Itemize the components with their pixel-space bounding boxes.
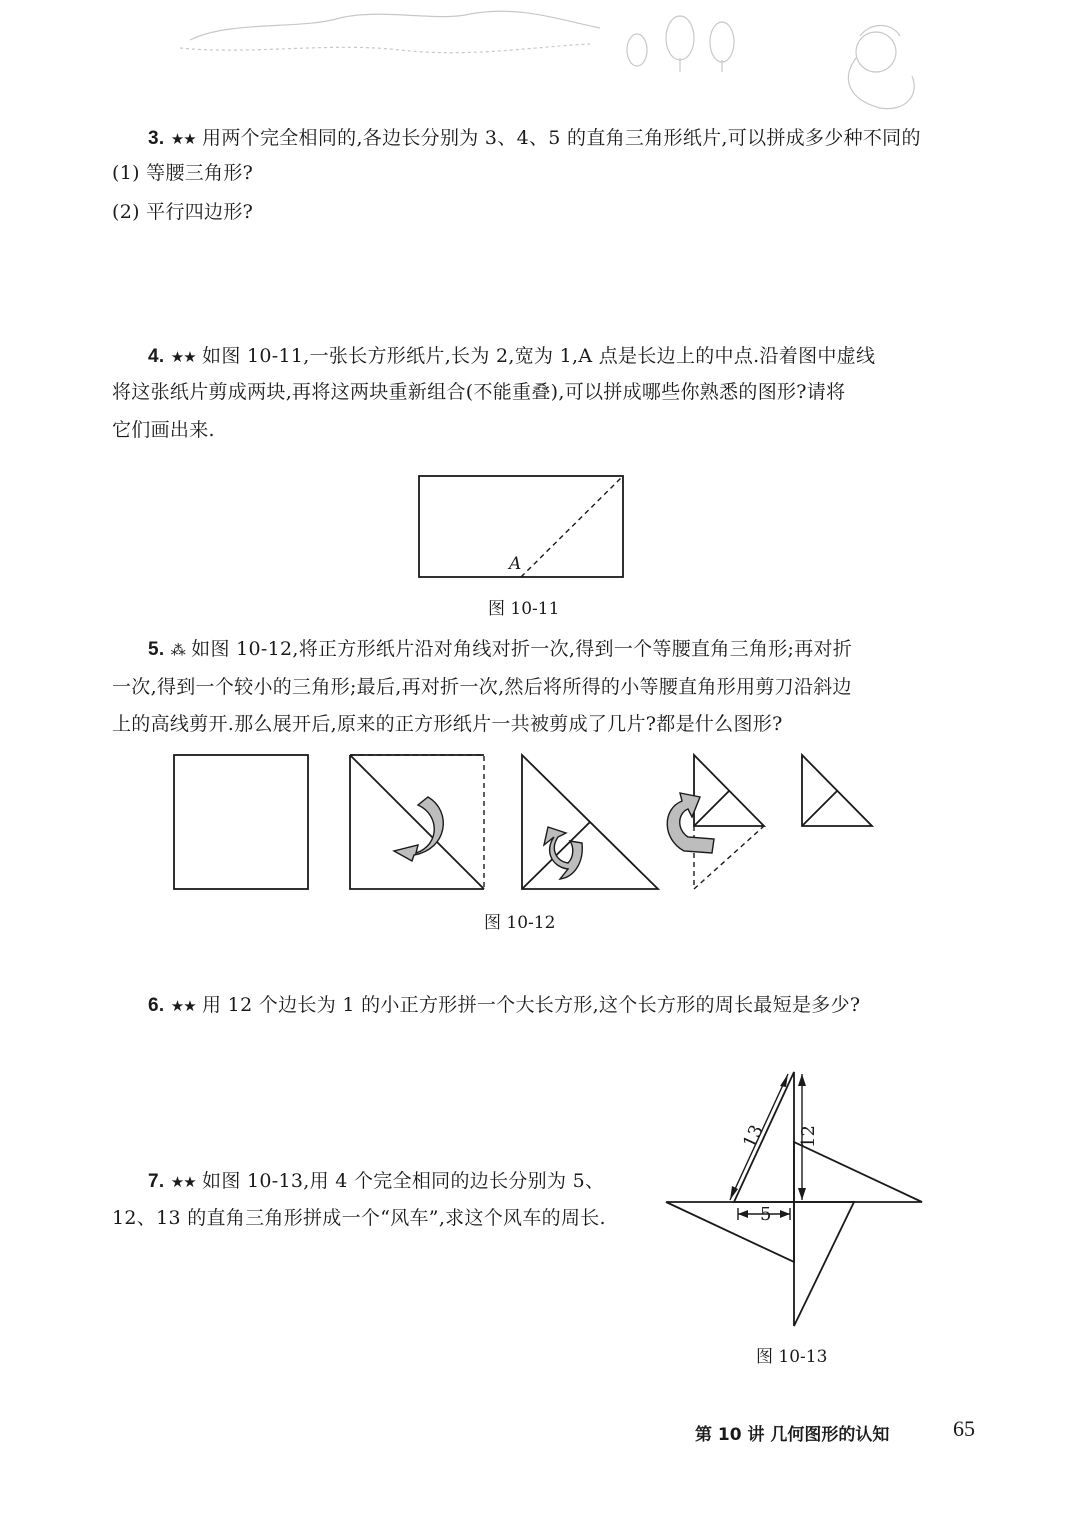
q3-number: 3. — [148, 128, 165, 149]
figure-10-11 — [418, 475, 638, 585]
step-3-triangle-fold — [522, 755, 658, 889]
q7-number: 7. — [148, 1171, 165, 1192]
figure-10-13-pinwheel — [662, 1066, 942, 1356]
page-number: 65 — [953, 1416, 975, 1441]
figure-10-11-caption: 图 10-11 — [488, 599, 560, 619]
q7-text-line-1: 如图 10-13,用 4 个完全相同的边长分别为 5、 — [202, 1170, 605, 1192]
pinwheel-blade-left — [666, 1202, 794, 1262]
q5-line-1 — [148, 636, 852, 663]
q3-line — [148, 125, 921, 152]
q7-line-1 — [148, 1168, 604, 1195]
q3-item-1: (1) 等腰三角形? — [112, 162, 254, 184]
pinwheel-blade-bottom — [794, 1202, 854, 1326]
q3-text: 用两个完全相同的,各边长分别为 3、4、5 的直角三角形纸片,可以拼成多少种不同的 — [202, 127, 921, 149]
q6-text: 用 12 个边长为 1 的小正方形拼一个大长方形,这个长方形的周长最短是多少? — [202, 994, 861, 1016]
q4-text-line-3: 它们画出来. — [112, 419, 215, 441]
q7-text-line-2: 12、13 的直角三角形拼成一个“风车”,求这个风车的周长. — [112, 1207, 606, 1229]
q3-difficulty-stars: ★★ — [170, 130, 196, 148]
fold-arrow-3 — [667, 793, 714, 853]
step-4-small-triangle-fold — [694, 755, 764, 889]
q5-text-line-1: 如图 10-12,将正方形纸片沿对角线对折一次,得到一个等腰直角三角形;再对折 — [191, 638, 853, 660]
dim-label-5: 5 — [760, 1204, 772, 1225]
q4-difficulty-stars: ★★ — [170, 348, 196, 366]
q4-text-line-1: 如图 10-11,一张长方形纸片,长为 2,宽为 1,A 点是长边上的中点.沿着图中虚线 — [202, 345, 876, 367]
cut-dashed-line — [521, 476, 623, 577]
figure-10-12 — [172, 753, 892, 893]
header-decoration — [0, 0, 1080, 120]
q5-difficulty-stars: ⁂ — [170, 641, 185, 659]
q4-text-line-2: 将这张纸片剪成两块,再将这两块重新组合(不能重叠),可以拼成哪些你熟悉的图形?请将 — [112, 381, 846, 403]
step-5-final-triangle — [802, 755, 872, 826]
q5-number: 5. — [148, 639, 165, 660]
step-2-diagonal-fold — [350, 755, 484, 889]
q5-text-line-2: 一次,得到一个较小的三角形;最后,再对折一次,然后将所得的小等腰直角形用剪刀沿斜边 — [112, 676, 852, 698]
q6-difficulty-stars: ★★ — [170, 997, 196, 1015]
q5-text-line-3: 上的高线剪开.那么展开后,原来的正方形纸片一共被剪成了几片?都是什么图形? — [112, 713, 783, 735]
figure-10-12-caption: 图 10-12 — [484, 913, 556, 933]
dim-label-12: 12 — [797, 1125, 819, 1148]
dim-label-13: 13 — [739, 1121, 768, 1152]
figure-10-13-caption: 图 10-13 — [756, 1347, 828, 1367]
q6-number: 6. — [148, 995, 165, 1016]
chapter-title: 第 10 讲 几何图形的认知 — [695, 1425, 890, 1445]
q7-difficulty-stars: ★★ — [170, 1173, 196, 1191]
q4-number: 4. — [148, 346, 165, 367]
pinwheel-blade-right — [794, 1142, 922, 1202]
q4-line-1 — [148, 343, 875, 370]
q3-item-2: (2) 平行四边形? — [112, 201, 254, 223]
point-a-label: A — [509, 554, 522, 574]
step-1-square — [174, 755, 308, 889]
q6-line — [148, 992, 860, 1019]
